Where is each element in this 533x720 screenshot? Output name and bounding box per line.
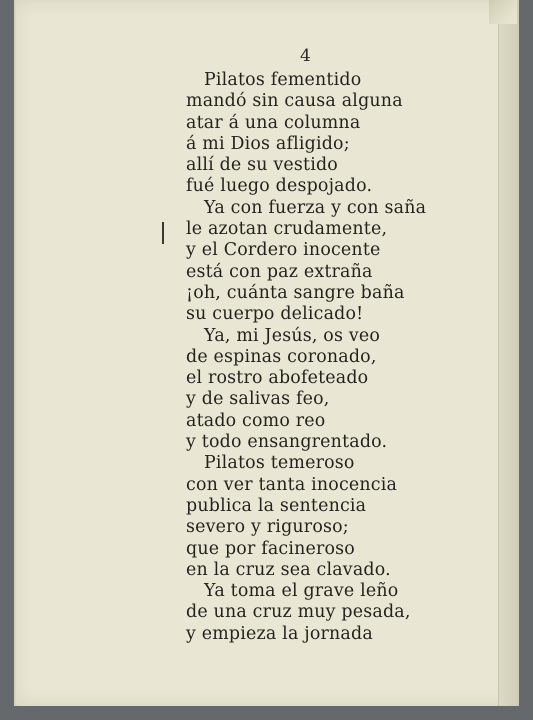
verse-line: á mi Dios afligido;: [186, 133, 350, 154]
verse-line: Ya con fuerza y con saña: [204, 197, 427, 218]
page-number: 4: [300, 46, 311, 66]
verse-line: Pilatos fementido: [204, 70, 362, 90]
margin-mark: [162, 222, 164, 244]
verse-line: está con paz extraña: [186, 261, 373, 282]
verse-line: Ya toma el grave leño: [204, 581, 399, 602]
verse-line: que por facineroso: [186, 538, 355, 559]
folded-corner: [489, 0, 517, 24]
verse-line: atado como reo: [186, 410, 326, 431]
verse-line: el rostro abofeteado: [186, 368, 369, 389]
verse-line: severo y riguroso;: [186, 517, 349, 538]
verse-line: con ver tanta inocencia: [186, 474, 398, 495]
verse-line: Ya, mi Jesús, os veo: [204, 325, 381, 346]
verse-line: atar á una columna: [186, 112, 361, 133]
verse-line: le azotan crudamente,: [186, 219, 388, 240]
facing-page-edge: [498, 0, 519, 706]
verse-line: allí de su vestido: [186, 155, 338, 176]
verse-line: ¡oh, cuánta sangre baña: [186, 282, 405, 303]
verse-line: de una cruz muy pesada,: [186, 602, 411, 623]
page-left-edge: [14, 0, 16, 706]
verse-line: fué luego despojado.: [186, 176, 373, 197]
verse-line: su cuerpo delicado!: [186, 304, 364, 325]
verse-line: de espinas coronado,: [186, 346, 377, 367]
verse-line: publica la sentencia: [186, 495, 367, 516]
verse-line: y de salivas feo,: [186, 389, 330, 410]
verse-line: y todo ensangrentado.: [186, 432, 388, 453]
verse-line: y el Cordero inocente: [186, 240, 381, 261]
verse-line: y empieza la jornada: [186, 623, 373, 644]
verse-line: mandó sin causa alguna: [186, 91, 403, 112]
verse-line: en la cruz sea clavado.: [186, 559, 391, 580]
poem-text: [186, 70, 426, 645]
verse-line: Pilatos temeroso: [204, 453, 355, 474]
